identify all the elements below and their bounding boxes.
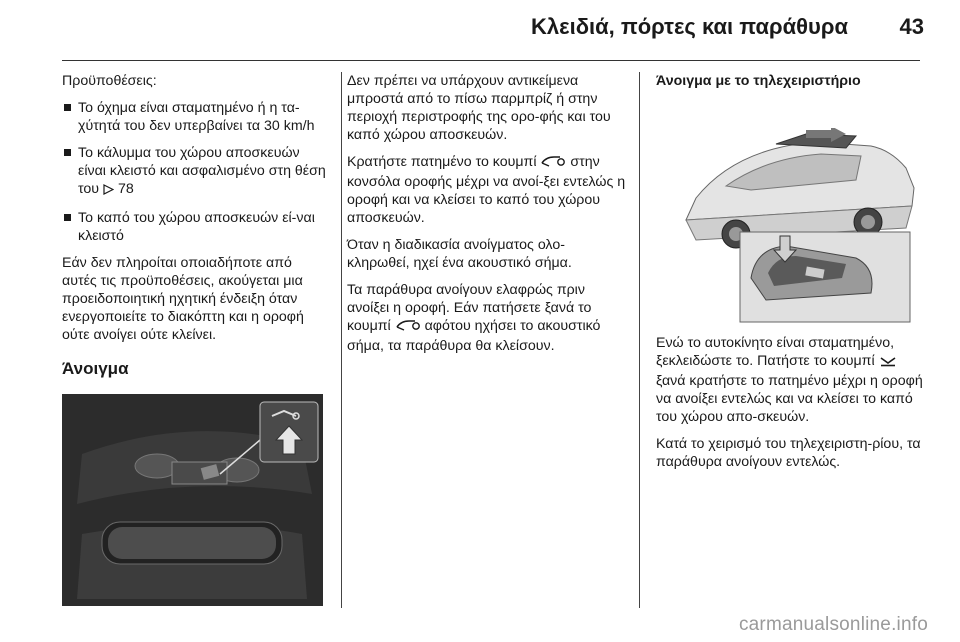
list-item-text: Το κάλυμμα του χώρου αποσκευών είναι κλειστό και ασφαλισμένο στη θέση του bbox=[78, 145, 326, 197]
car-remote-figure bbox=[656, 128, 922, 324]
paragraph-text: στην κονσόλα οροφής μέχρι να ανοί-ξει εντελώς η οροφή και να κλείσει το καπό του χώρου αποσκευών. bbox=[347, 154, 626, 226]
section-heading-opening: Άνοιγμα bbox=[62, 359, 129, 378]
list-item bbox=[62, 209, 326, 245]
conditions-intro: Προϋποθέσεις: bbox=[62, 73, 157, 89]
column-right-body bbox=[656, 334, 928, 480]
bullet-square-icon bbox=[64, 149, 71, 156]
roof-console-figure bbox=[62, 394, 323, 606]
list-item bbox=[62, 99, 326, 135]
ref-arrow-icon bbox=[103, 182, 114, 200]
page-reference-link[interactable]: 78 bbox=[117, 181, 134, 197]
column-divider-1 bbox=[341, 72, 342, 608]
subheading-remote-opening: Άνοιγμα με το τηλεχειριστήριο bbox=[656, 73, 861, 89]
paragraph-remote-unlock bbox=[656, 334, 928, 426]
paragraph-text: Κρατήστε πατημένο το κουμπί bbox=[347, 154, 537, 170]
page-header bbox=[0, 0, 960, 62]
paragraph-remote-windows: Κατά το χειρισμό του τηλεχειριστη-ρίου, τα παράθυρα ανοίγουν εντελώς. bbox=[656, 436, 921, 470]
list-item bbox=[62, 144, 326, 200]
column-left bbox=[62, 72, 326, 390]
paragraph-signal: Όταν η διαδικασία ανοίγματος ολο-κληρωθεί, ηχεί ένα ακουστικό σήμα. bbox=[347, 237, 572, 271]
paragraph-text: ξανά κρατήστε το πατημένο μέχρι η οροφή να ανοίξει εντελώς και να κλείσει το καπό του χώρου απο-σκευών. bbox=[656, 373, 923, 425]
watermark: carmanualsonline.info bbox=[738, 614, 928, 635]
paragraph-text: Τα παράθυρα ανοίγουν ελαφρώς πριν ανοίξει η οροφή. Εάν πατήσετε ξανά το κουμπί bbox=[347, 282, 592, 334]
roof-button-icon bbox=[395, 318, 421, 337]
page-title: Κλειδιά, πόρτες και παράθυρα bbox=[531, 14, 848, 39]
paragraph-text: αφότου ηχήσει το ακουστικό σήμα, τα παράθυρα θα κλείσουν. bbox=[347, 318, 601, 354]
paragraph-text: Ενώ το αυτοκίνητο είναι σταματημένο, ξεκλειδώστε το. Πατήστε το κουμπί bbox=[656, 335, 895, 369]
paragraph-windows bbox=[347, 281, 627, 355]
column-divider-2 bbox=[639, 72, 640, 608]
list-item-text: Το όχημα είναι σταματημένο ή η τα-χύτητά του δεν υπερβαίνει τα 30 km/h bbox=[78, 100, 315, 134]
paragraph-clearance: Δεν πρέπει να υπάρχουν αντικείμενα μπροστά από το πίσω παρμπρίζ ή στην περιοχή περιστροφής της ορο-φής και του καπό χώρου αποσκευών. bbox=[347, 73, 611, 143]
remote-unlock-icon bbox=[879, 354, 897, 372]
roof-button-icon bbox=[540, 154, 566, 173]
bullet-square-icon bbox=[64, 104, 71, 111]
paragraph-hold-button bbox=[347, 153, 627, 227]
column-right bbox=[656, 72, 928, 100]
conditions-list bbox=[62, 99, 326, 245]
column-middle bbox=[347, 72, 627, 364]
page-number: 43 bbox=[899, 14, 924, 39]
warning-paragraph: Εάν δεν πληροίται οποιαδήποτε από αυτές τις προϋποθέσεις, ακούγεται μια προειδοποιητική ηχητική ένδειξη όταν ενεργοποιείτε το διακόπτη και η οροφή ούτε ανοίγει ούτε κλείνει. bbox=[62, 255, 304, 343]
bullet-square-icon bbox=[64, 214, 71, 221]
list-item-text: Το καπό του χώρου αποσκευών εί-ναι κλειστό bbox=[78, 210, 315, 244]
header-divider bbox=[62, 60, 920, 61]
